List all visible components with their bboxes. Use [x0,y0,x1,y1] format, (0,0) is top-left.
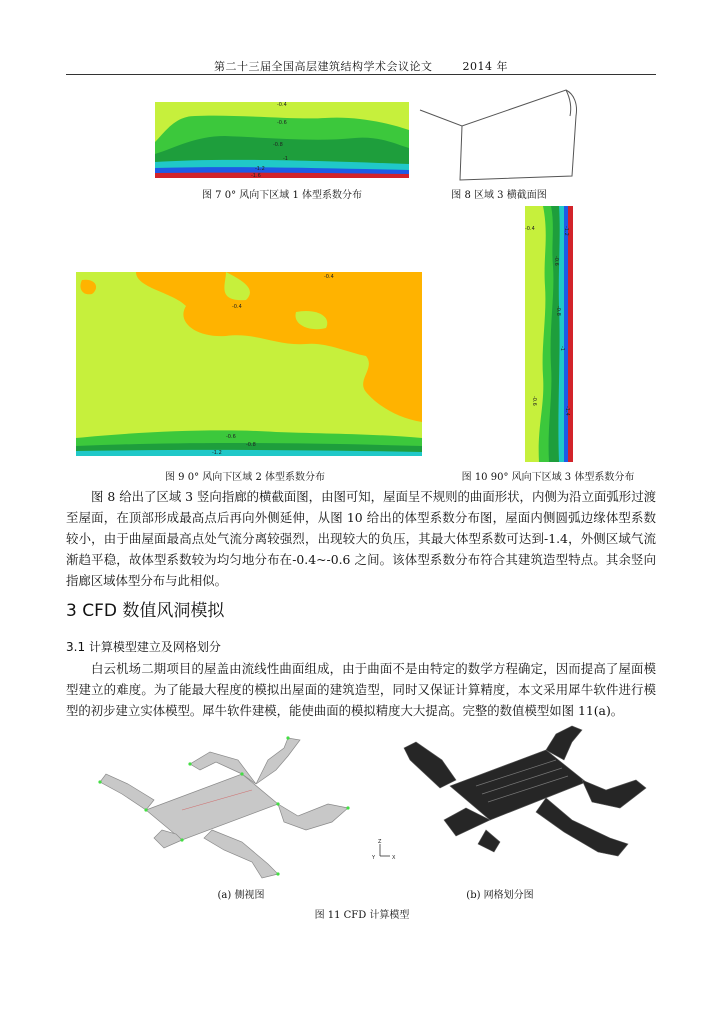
fig11a-arm-right [278,804,348,830]
fig11a-node-2 [240,772,243,775]
fig9-contour-plot [76,272,422,456]
fig9-caption: 图 9 0° 风向下区域 2 体型系数分布 [165,472,325,483]
fig11a-node-5 [98,780,101,783]
paragraph-1: 图 8 给出了区域 3 竖向指廊的横截面图，由图可知，屋面呈不规则的曲面形状，内侧为沿立面弧形过渡至屋面，在顶部形成最高点后再向外侧延伸，从图 10 给出的体型系数分布图，屋面内侧圆弧边缘体型系数较小，由于曲屋面最高点处气流分离较强烈，出现较大的负压，其最大体型系数可达到-1.4，外侧区域气流渐趋平稳，故体型系数较为均匀地分布在-0.4~-0.6 之间。该体型系数分布符合其建筑造型特点。其余竖向指廊区域体型分布与此相似。 [66,489,656,588]
fig11a-node-4 [180,838,183,841]
fig11a-node-7 [286,736,289,739]
fig9-label-3: -0.6 [226,434,236,440]
header-year: 2014 年 [462,60,508,73]
fig11b-arm-left [404,742,456,788]
figure-8 [418,86,580,182]
fig11b-main-roof [450,750,586,820]
fig10-label-4: -1 [559,346,565,351]
figure-9 [76,272,422,456]
figure-11a [92,730,354,880]
fig7-label-3: -0.8 [273,142,283,148]
fig11b-arm-right [582,780,646,808]
fig11a-caption: (a) 侧视图 [217,890,265,901]
figure-7 [155,102,409,178]
fig10-label-2: -0.6 [553,256,559,266]
fig8-arc [566,90,571,116]
fig8-caption: 图 8 区域 3 横截面图 [451,190,547,201]
fig9-label-4: -0.8 [246,442,256,448]
figure-11b [396,720,656,870]
fig10-band-4 [564,206,568,462]
fig10-band-5 [568,206,573,462]
fig11a-node-8 [346,806,349,809]
fig11a-node-9 [276,872,279,875]
axis-y-label: Y [372,855,376,861]
fig7-label-1: -0.4 [277,102,287,108]
fig11b-block [478,830,500,852]
header-rule [66,74,656,75]
figure-10 [525,206,573,462]
fig11a-node-3 [276,802,279,805]
fig7-label-2: -0.6 [277,120,287,126]
conference-title: 第二十三届全国高层建筑结构学术会议论文 [214,60,433,73]
fig9-label-1: -0.4 [324,274,334,280]
section-3-1-title: 3.1 计算模型建立及网格划分 [66,640,221,654]
fig10-label-5: -1.2 [563,226,569,236]
fig11-caption: 图 11 CFD 计算模型 [314,910,410,921]
section-3-title: 3 CFD 数值风洞模拟 [66,601,225,621]
fig10-caption: 图 10 90° 风向下区域 3 体型系数分布 [461,472,635,483]
running-header [66,58,656,74]
fig11a-node-1 [144,808,147,811]
fig7-label-5: -1.2 [255,166,265,172]
fig7-contour-plot [155,102,409,178]
fig8-cross-section [418,86,580,182]
axis-x-label: X [392,855,396,861]
fig11b-caption: (b) 网格划分图 [466,890,534,901]
fig8-section-outline [420,90,577,180]
axis-z-label: Z [378,839,382,845]
fig7-label-4: -1 [283,156,288,162]
fig11a-arm-left [100,774,154,810]
fig7-caption: 图 7 0° 风向下区域 1 体型系数分布 [202,190,362,201]
fig10-label-7: -0.6 [531,396,537,406]
fig11a-arm-bottom [204,830,278,878]
fig9-label-5: -1.2 [212,450,222,456]
fig7-label-6: -1.6 [251,173,261,178]
fig11a-arm-top-right [256,738,300,784]
fig11a-node-6 [188,762,191,765]
fig10-label-3: -0.8 [555,306,561,316]
fig10-label-1: -0.4 [525,226,535,232]
fig10-label-6: -1.4 [564,406,570,416]
fig9-label-2: -0.4 [232,304,242,310]
paragraph-2: 白云机场二期项目的屋盖由流线性曲面组成，由于曲面不是由特定的数学方程确定，因而提高了屋面模型建立的难度。为了能最大程度的模拟出屋面的建筑造型，同时又保证计算精度，本文采用犀牛软件进行模型的初步建立实体模型。犀牛软件建模，能使曲面的模拟精度大大提高。完整的数值模型如图 11(a)。 [66,661,656,718]
fig10-contour-plot [525,206,573,462]
fig11b-mesh-model [396,720,656,870]
fig11a-model-side-view [92,730,354,880]
